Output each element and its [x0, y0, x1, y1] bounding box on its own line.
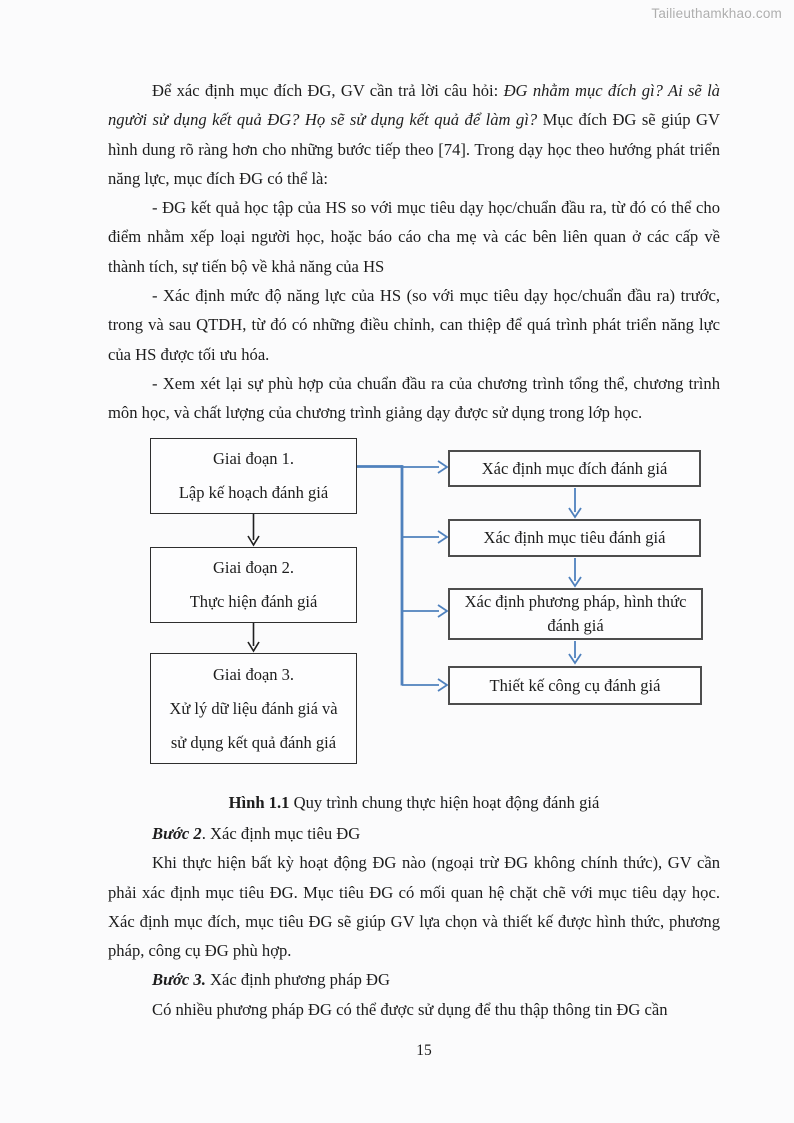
- branch-trunk-line: [357, 465, 402, 685]
- stage-2-line-2: Thực hiện đánh giá: [189, 592, 318, 611]
- bullet-item-2: - Xác định mức độ năng lực của HS (so với mục tiêu dạy học/chuẩn đầu ra) trước, trong và sau QTDH, từ đó có những điều chỉnh, can thiệp để quá trình phát triển năng lực của HS được tối ưu hóa.: [108, 286, 720, 364]
- stage-1-line-1: Giai đoạn 1.: [212, 449, 295, 468]
- step-3-label: Bước 3.: [152, 970, 206, 990]
- flowchart-box-define-purpose: Xác định mục đích đánh giá: [448, 450, 701, 487]
- step-3-heading: [108, 965, 720, 994]
- body-text-block: [108, 76, 720, 428]
- section-steps: [108, 819, 720, 1024]
- page-number: 15: [416, 1042, 432, 1059]
- flowchart-box-define-objectives: Xác định mục tiêu đánh giá: [448, 519, 701, 557]
- step-3-paragraph: Có nhiều phương pháp ĐG có thể được sử dụng để thu thập thông tin ĐG cần: [152, 999, 668, 1019]
- flowchart-box-design-tools: Thiết kế công cụ đánh giá: [448, 666, 702, 705]
- step-3-title: Xác định phương pháp ĐG: [205, 970, 391, 990]
- step-2-title: . Xác định mục tiêu ĐG: [201, 824, 361, 843]
- watermark: Tailieuthamkhao.com: [651, 6, 782, 21]
- branch-arrows: [402, 461, 447, 691]
- bullet-item-3: - Xem xét lại sự phù hợp của chuẩn đầu ra của chương trình tổng thể, chương trình môn học, và chất lượng của chương trình giảng dạy được sử dụng trong lớp học.: [108, 373, 720, 423]
- stage-3-line-1: Giai đoạn 3.: [212, 664, 295, 684]
- stage-arrow-1-to-2: [248, 514, 259, 545]
- figure-caption-text: Quy trình chung thực hiện hoạt động đánh giá: [289, 793, 600, 812]
- flowchart-box-stage-1: [150, 438, 357, 514]
- stage-arrow-2-to-3: [248, 623, 259, 651]
- flowchart-box-stage-3: [150, 653, 357, 764]
- step-2-paragraph: Khi thực hiện bất kỳ hoạt động ĐG nào (ngoại trừ ĐG không chính thức), GV cần phải xác định mục tiêu ĐG. Mục tiêu ĐG có mối quan hệ chặt chẽ với mục tiêu dạy học. Xác định mục đích, mục tiêu ĐG sẽ giúp GV lựa chọn và thiết kế được hình thức, phương pháp, công cụ ĐG phù hợp.: [108, 853, 720, 961]
- paragraph-1-italic-questions: ĐG nhằm mục đích gì? Ai sẽ là người sử dụng kết quả ĐG? Họ sẽ sử dụng kết quả để làm gì?: [108, 81, 720, 130]
- flowchart-box-define-methods: Xác định phương pháp, hình thức đánh giá: [448, 588, 703, 640]
- stage-3-line-2: Xử lý dữ liệu đánh giá và: [169, 698, 338, 718]
- step-2-label: Bước 2: [152, 824, 202, 843]
- paragraph-1: [108, 76, 720, 193]
- stage-2-line-1: Giai đoạn 2.: [212, 558, 295, 577]
- flowchart-connectors: [0, 430, 794, 780]
- right-sequence-arrows: [569, 488, 581, 663]
- bullet-item-1: - ĐG kết quả học tập của HS so với mục tiêu dạy học/chuẩn đầu ra, từ đó có thể cho điểm nhằm xếp loại người học, hoặc báo cáo cha mẹ và các bên liên quan ở các cấp về thành tích, sự tiến bộ về khả năng của HS: [108, 198, 720, 276]
- stage-1-line-2: Lập kế hoạch đánh giá: [178, 483, 329, 502]
- flowchart-box-stage-2: [150, 547, 357, 623]
- figure-caption-number: Hình 1.1: [228, 793, 290, 812]
- step-2-heading: [108, 819, 720, 848]
- paragraph-1-intro: Để xác định mục đích ĐG, GV cần trả lời câu hỏi:: [152, 81, 504, 100]
- paragraph-1-rest: Mục đích ĐG sẽ giúp GV hình dung rõ ràng hơn cho những bước tiếp theo [74]. Trong dạy học theo hướng phát triển năng lực, mục đích ĐG có thể là:: [108, 110, 720, 188]
- stage-3-line-3: sử dụng kết quả đánh giá: [170, 732, 337, 752]
- figure-caption: [108, 788, 720, 817]
